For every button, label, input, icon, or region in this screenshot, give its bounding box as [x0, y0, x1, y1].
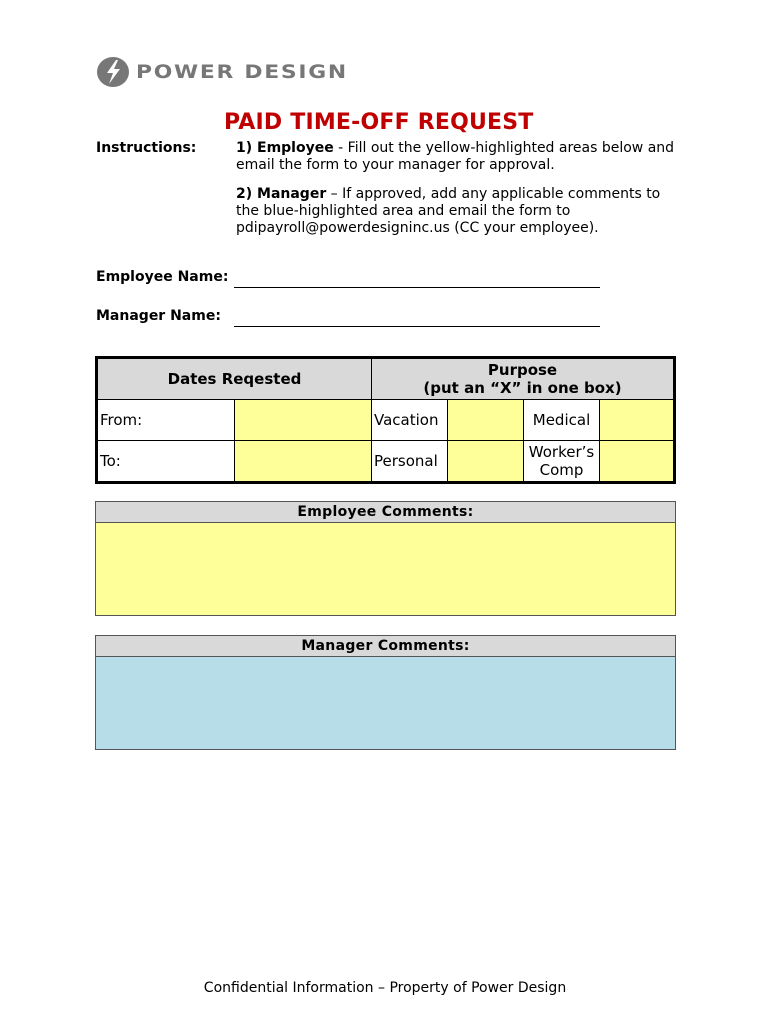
medical-label: Medical — [524, 400, 600, 441]
vacation-checkbox-cell[interactable] — [448, 400, 524, 441]
from-label: From: — [97, 400, 235, 441]
company-logo — [96, 56, 348, 88]
employee-comments-box — [95, 501, 676, 616]
lightning-bolt-icon — [96, 56, 130, 88]
page-title: PAID TIME-OFF REQUEST — [224, 110, 534, 135]
workers-comp-line1: Worker’s — [528, 443, 595, 461]
footer-text: Confidential Information – Property of Power Design — [203, 980, 567, 996]
dates-purpose-table — [95, 356, 676, 484]
manager-comments-input[interactable] — [96, 657, 675, 749]
employee-name-field[interactable] — [234, 286, 600, 288]
purpose-header-line1: Purpose — [487, 361, 558, 379]
dates-requested-header: Dates Reqested — [97, 358, 372, 400]
manager-comments-box — [95, 635, 676, 750]
instruction-step-1 — [236, 140, 676, 174]
instruction-step-2 — [236, 186, 676, 237]
employee-comments-input[interactable] — [96, 523, 675, 615]
purpose-header-line2: (put an “X” in one box) — [423, 379, 622, 397]
workers-comp-checkbox-cell[interactable] — [600, 441, 675, 483]
workers-comp-label — [524, 441, 600, 483]
manager-comments-header: Manager Comments: — [96, 636, 675, 657]
employee-comments-header: Employee Comments: — [96, 502, 675, 523]
to-date-input[interactable] — [235, 441, 372, 483]
vacation-label: Vacation — [372, 400, 448, 441]
personal-checkbox-cell[interactable] — [448, 441, 524, 483]
manager-name-label: Manager Name: — [96, 308, 221, 324]
medical-checkbox-cell[interactable] — [600, 400, 675, 441]
personal-label: Personal — [372, 441, 448, 483]
purpose-header — [372, 358, 675, 400]
instruction-step-1-lead: 1) Employee — [236, 140, 334, 156]
instructions-label: Instructions: — [96, 140, 197, 156]
workers-comp-line2: Comp — [539, 461, 584, 479]
manager-name-field[interactable] — [234, 325, 600, 327]
employee-name-label: Employee Name: — [96, 269, 229, 285]
from-date-input[interactable] — [235, 400, 372, 441]
to-label: To: — [97, 441, 235, 483]
instruction-step-2-text: – If approved, add any applicable comments to the blue-highlighted area and email the form to pdipayroll@powerdesigninc.us (CC your employee). — [236, 186, 661, 236]
instruction-step-1-text: - Fill out the yellow-highlighted areas below and email the form to your manager for approval. — [236, 140, 675, 173]
instruction-step-2-lead: 2) Manager — [236, 186, 327, 202]
logo-text: POWER DESIGN — [136, 61, 348, 83]
